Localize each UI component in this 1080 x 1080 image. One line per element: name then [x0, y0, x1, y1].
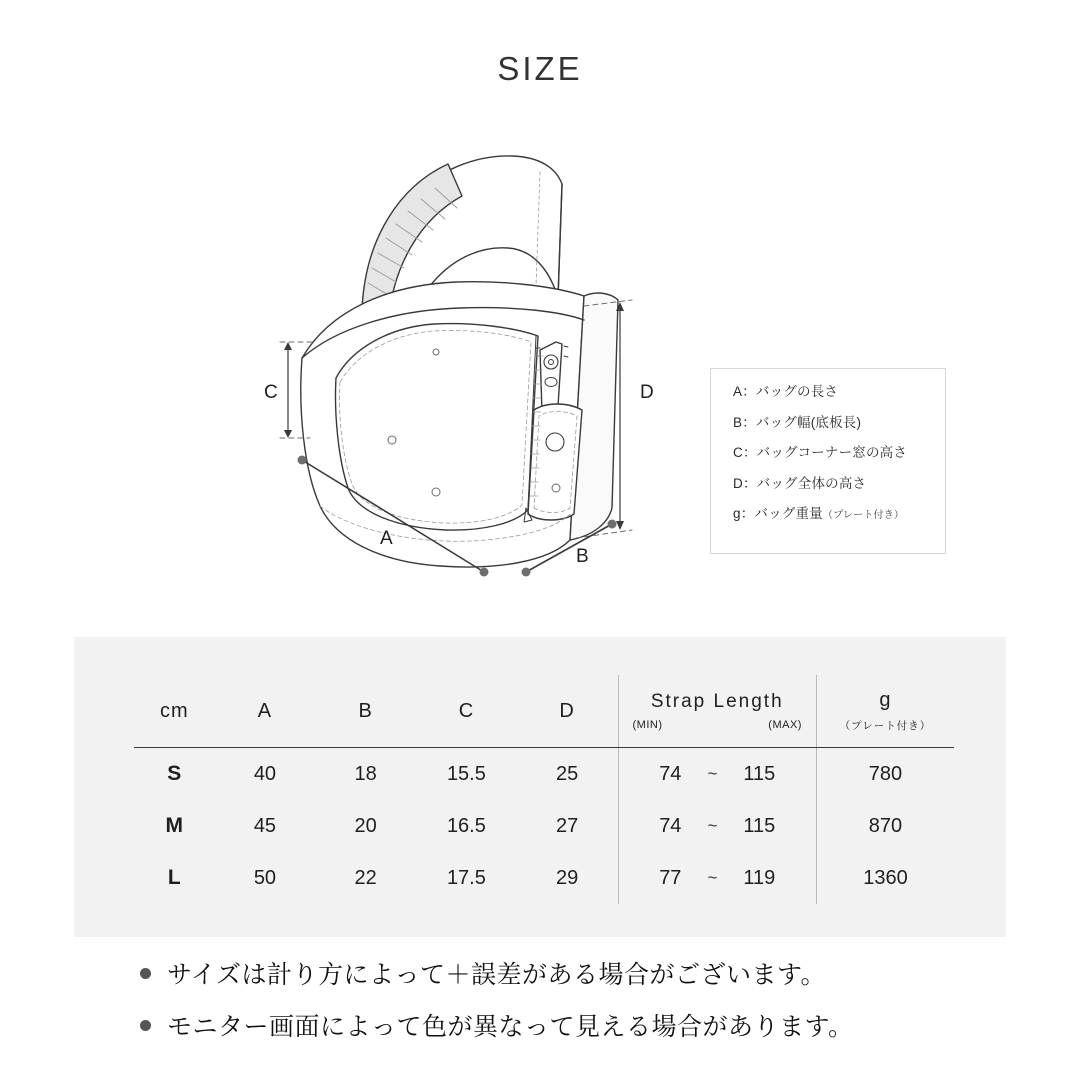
- header-b: B: [315, 675, 416, 748]
- bag-diagram-svg: [240, 110, 700, 620]
- row-l-weight: 1360: [816, 852, 954, 904]
- legend-item-b-label: B：バッグ幅(底板長): [733, 414, 862, 430]
- legend-item-a: [733, 385, 945, 399]
- a-endpoint-left: [298, 456, 307, 465]
- row-m-size: M: [165, 814, 184, 837]
- header-a: A: [215, 675, 316, 748]
- b-endpoint-right: [608, 520, 617, 529]
- row-l-b: 22: [354, 866, 377, 889]
- row-m-b: 20: [354, 814, 377, 837]
- legend-item-c: [733, 446, 945, 460]
- table-row: [134, 748, 954, 801]
- header-weight-title: g: [879, 689, 892, 711]
- row-m-a: 45: [253, 814, 277, 837]
- row-m-c: 16.5: [446, 814, 486, 837]
- header-weight-note: （プレート付き）: [839, 720, 932, 732]
- a-endpoint-right: [480, 568, 489, 577]
- row-m-strap-tilde: ~: [707, 816, 718, 835]
- row-m-strap-min: 74: [659, 814, 682, 837]
- dim-label-a: A: [380, 528, 393, 549]
- legend-item-g-label: g：バッグ重量: [733, 506, 823, 521]
- row-l-a: 50: [253, 866, 277, 889]
- header-c: C: [416, 675, 517, 748]
- bullet-icon: [140, 968, 151, 979]
- row-s-c: 15.5: [446, 762, 486, 785]
- dim-label-b: B: [576, 546, 589, 567]
- legend-item-d: [733, 477, 945, 491]
- row-m-weight: 870: [816, 800, 954, 852]
- row-l-strap: [618, 852, 816, 904]
- b-endpoint-left: [522, 568, 531, 577]
- row-l-strap-tilde: ~: [707, 868, 718, 887]
- legend-item-b: [733, 416, 945, 430]
- header-unit: cm: [134, 675, 215, 748]
- row-s-a: 40: [253, 762, 277, 785]
- legend-item-c-label: C：バッグコーナー窓の高さ: [733, 445, 908, 460]
- notes-list: [140, 955, 1000, 1059]
- dim-label-c: C: [264, 382, 278, 403]
- size-table: [134, 675, 954, 904]
- row-l-size: L: [167, 866, 181, 889]
- note-text-1: サイズは計り方によって＋誤差がある場合がございます。: [167, 961, 827, 989]
- row-s-strap: [618, 748, 816, 801]
- header-weight: [816, 675, 954, 748]
- row-s-weight: 780: [816, 748, 954, 801]
- bullet-icon: [140, 1020, 151, 1031]
- dim-label-d: D: [640, 382, 654, 403]
- note-text-2: モニター画面によって色が異なって見える場合があります。: [167, 1013, 854, 1041]
- header-strap-max: (MAX): [768, 719, 802, 731]
- row-m-d: 27: [556, 814, 579, 837]
- side-pocket: [528, 404, 582, 520]
- row-l-c: 17.5: [446, 866, 486, 889]
- row-l-strap-max: 119: [743, 866, 776, 889]
- legend-item-d-label: D：バッグ全体の高さ: [733, 475, 867, 491]
- row-l-d: 29: [556, 866, 579, 889]
- row-m-strap-max: 115: [743, 814, 776, 837]
- table-row: [134, 800, 954, 852]
- row-s-size: S: [167, 762, 182, 785]
- table-row: [134, 852, 954, 904]
- bag-dimension-illustration: [240, 110, 700, 620]
- row-s-strap-max: 115: [743, 762, 776, 785]
- row-s-b: 18: [354, 762, 377, 785]
- row-s-strap-tilde: ~: [707, 764, 718, 783]
- row-l-strap-min: 77: [659, 866, 682, 889]
- row-s-d: 25: [556, 762, 579, 785]
- note-item: [140, 955, 1000, 991]
- header-strap-title: Strap Length: [650, 691, 784, 712]
- table-header-row: [134, 675, 954, 748]
- header-strap-length: [618, 675, 816, 748]
- note-item: [140, 1007, 1000, 1043]
- legend-item-g: [733, 507, 945, 521]
- row-m-strap: [618, 800, 816, 852]
- header-strap-min: (MIN): [632, 719, 663, 731]
- size-table-panel: [74, 637, 1006, 937]
- row-s-strap-min: 74: [659, 762, 682, 785]
- legend-item-g-note: （プレート付き）: [822, 510, 905, 521]
- legend-item-a-label: A：バッグの長さ: [733, 384, 839, 399]
- legend-box: [710, 368, 946, 554]
- header-d: D: [517, 675, 618, 748]
- page-title: SIZE: [497, 50, 583, 87]
